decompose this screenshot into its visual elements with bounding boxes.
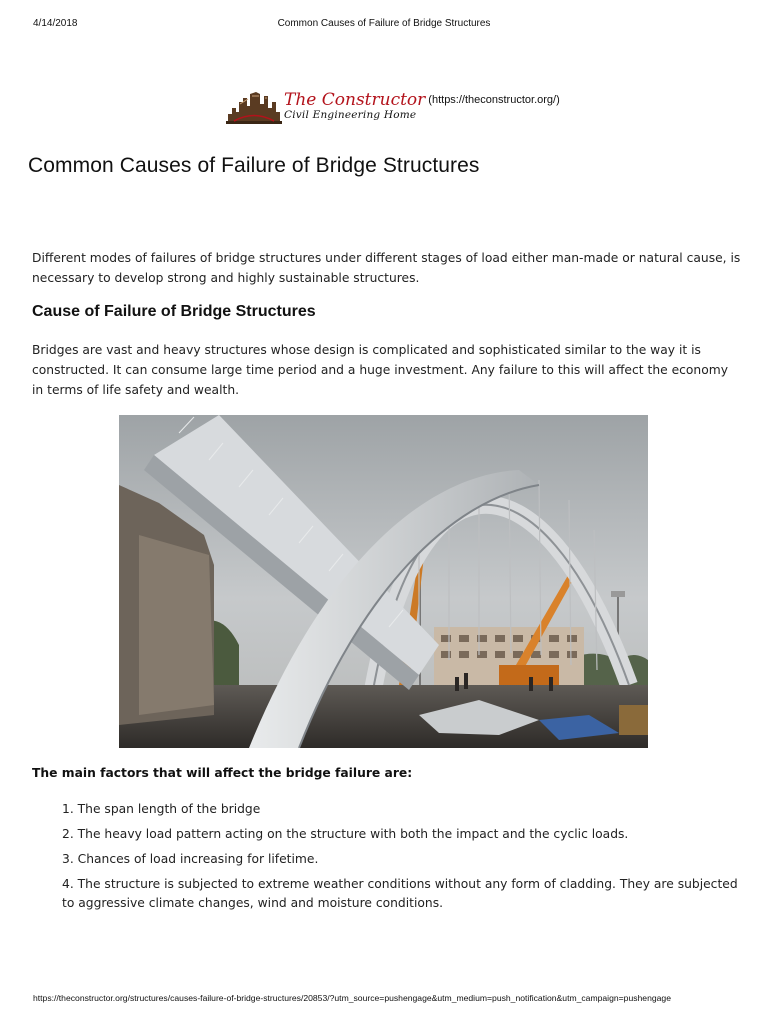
factors-list xyxy=(62,800,742,919)
list-item: 3. Chances of load increasing for lifetime. xyxy=(62,852,319,866)
list-item: 2. The heavy load pattern acting on the structure with both the impact and the cyclic loads. xyxy=(62,827,629,841)
logo-name: The Constructor xyxy=(284,90,426,110)
bridge-illustration xyxy=(119,415,648,748)
factors-heading: The main factors that will affect the bridge failure are: xyxy=(32,766,413,780)
footer-url[interactable]: https://theconstructor.org/structures/causes-failure-of-bridge-structures/20853/?utm_source=pushengage&utm_medium=push_notification&utm_campaign=pushengage xyxy=(33,993,671,1003)
collapsed-arch-bridge-photo xyxy=(119,415,648,748)
print-date: 4/14/2018 xyxy=(33,18,78,29)
section-paragraph: Bridges are vast and heavy structures whose design is complicated and sophisticated similar to the way it is constructed. It can consume large time period and a huge investment. Any failure to this will affect the economy in terms of life safety and wealth. xyxy=(32,343,729,397)
site-logo[interactable] xyxy=(226,88,560,128)
intro-paragraph: Different modes of failures of bridge structures under different stages of load either man-made or natural cause, is necessary to develop strong and highly sustainable structures. xyxy=(32,251,741,285)
logo-tagline: Civil Engineering Home xyxy=(284,109,417,121)
city-skyline-icon xyxy=(226,88,282,124)
list-item: 1. The span length of the bridge xyxy=(62,802,261,816)
logo-url-link[interactable]: (https://theconstructor.org/) xyxy=(428,94,560,106)
list-item: 4. The structure is subjected to extreme weather conditions without any form of cladding. They are subjected to aggressive climate changes, wind and moisture conditions. xyxy=(62,877,738,910)
print-header-title: Common Causes of Failure of Bridge Structures xyxy=(277,18,491,29)
section-heading: Cause of Failure of Bridge Structures xyxy=(32,303,316,320)
page-title: Common Causes of Failure of Bridge Structures xyxy=(28,154,480,177)
